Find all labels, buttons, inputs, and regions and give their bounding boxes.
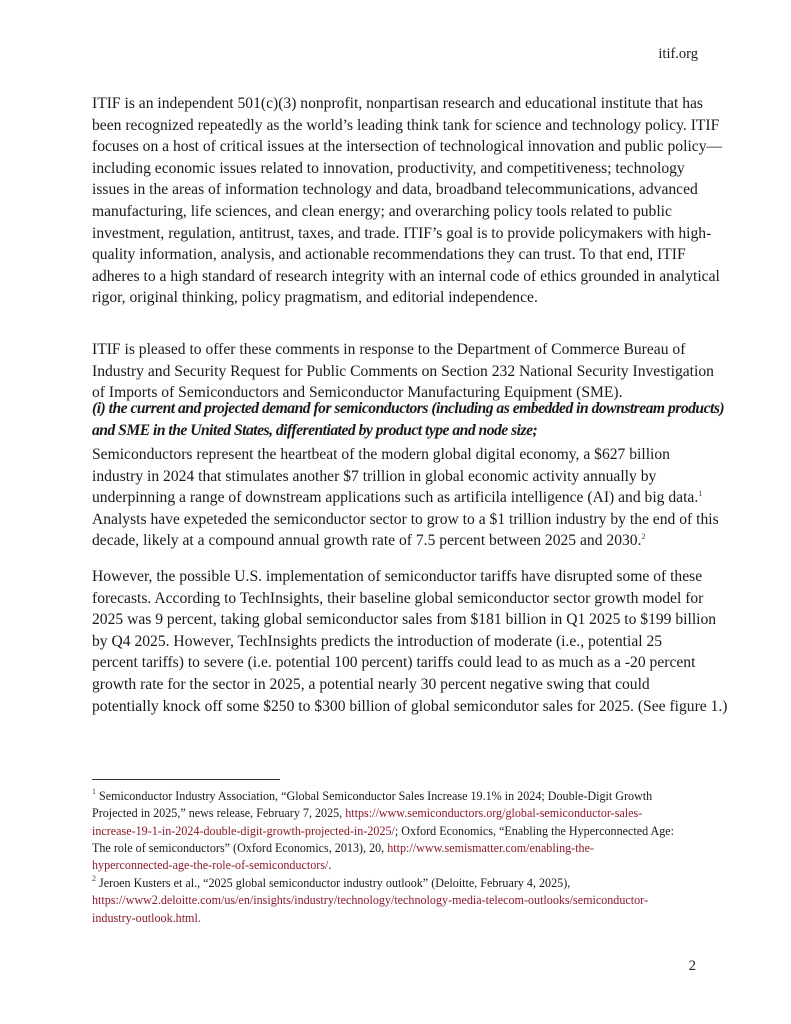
- footnote-reference[interactable]: 1: [698, 489, 703, 499]
- footnote-link[interactable]: increase-19-1-in-2024-double-digit-growth-projected-in-2025/: [92, 823, 395, 838]
- footnote-text: Semiconductor Industry Association, “Global Semiconductor Sales Increase 19.1% in 2024; Double-Digit Growth: [99, 789, 653, 803]
- text-line: [92, 136, 723, 158]
- line-text: industry in 2024 that stimulates another $7 trillion in global economic activity annually by: [92, 467, 657, 485]
- line-text: percent tariffs) to severe (i.e. potential 100 percent) tariffs could lead to as much as a -20 percent: [92, 654, 696, 672]
- text-line: [92, 509, 719, 531]
- footnote-divider: [92, 779, 280, 780]
- line-text: potentially knock off some $250 to $300 billion of global semicondutor sales for 2025. (See figure 1.): [92, 697, 728, 715]
- line-text: ITIF is an independent 501(c)(3) nonprofit, nonpartisan research and educational institute that has: [92, 95, 703, 112]
- text-line: [92, 674, 702, 696]
- text-line: [92, 93, 702, 115]
- text-line: [92, 566, 702, 588]
- footnote-line: [92, 840, 702, 857]
- footnote-link[interactable]: https://www.semiconductors.org/global-semiconductor-sales-: [345, 806, 643, 821]
- footnote-number: 1: [92, 787, 96, 796]
- line-text: However, the possible U.S. implementation of semiconductor tariffs have disrupted some of these: [92, 568, 703, 585]
- line-text: been recognized repeatedly as the world’s leading think tank for science and technology policy. ITIF: [92, 116, 720, 134]
- line-text: rigor, original thinking, policy pragmatism, and editorial independence.: [92, 289, 538, 307]
- footnote-number: 2: [92, 874, 96, 883]
- footnote-line: [92, 857, 702, 874]
- line-text: Semiconductors represent the heartbeat of the modern global digital economy, a $627 billion: [92, 446, 670, 463]
- demand-paragraph: [92, 444, 719, 552]
- footnote-text: Jeroen Kusters et al., “2025 global semiconductor industry outlook” (Deloitte, February 4, 2025),: [99, 876, 571, 890]
- text-line: [92, 466, 702, 488]
- text-line: [92, 609, 717, 631]
- line-text: issues in the areas of information technology and data, broadband telecommunications, advanced: [92, 181, 698, 199]
- purpose-paragraph: [92, 339, 714, 404]
- text-line: [92, 631, 702, 653]
- footnote-line: [92, 875, 702, 892]
- text-line: [92, 266, 720, 288]
- line-text: investment, regulation, antitrust, taxes, and trade. ITIF’s goal is to provide policymakers with high-: [92, 224, 712, 242]
- line-text: quality information, analysis, and actionable recommendations they can trust. To that end, ITIF: [92, 246, 686, 264]
- line-text: Analysts have expeteded the semiconductor sector to grow to a $1 trillion industry by the end of this: [92, 510, 719, 528]
- line-text: forecasts. According to TechInsights, their baseline global semiconductor sector growth model for: [92, 589, 704, 607]
- footnote-line: [92, 788, 702, 805]
- intro-paragraph: [92, 93, 723, 309]
- text-line: [92, 201, 702, 223]
- text-line: [92, 158, 702, 180]
- line-text: growth rate for the sector in 2025, a potential nearly 30 percent negative swing that could: [92, 675, 650, 693]
- line-text: ITIF is pleased to offer these comments in response to the Department of Commerce Bureau of: [92, 341, 686, 358]
- footnote-text: .: [328, 858, 332, 873]
- section-heading: [92, 398, 725, 441]
- text-line: [92, 223, 712, 245]
- line-text: focuses on a host of critical issues at the intersection of technological innovation and public policy—: [92, 138, 723, 156]
- footnote-reference[interactable]: 2: [641, 532, 646, 542]
- page-number: 2: [688, 958, 696, 974]
- text-line: [92, 398, 725, 420]
- text-line: [92, 444, 702, 466]
- footnote-link[interactable]: https://www2.deloitte.com/us/en/insights/industry/technology/technology-media-telecom-outlooks/semiconductor-: [92, 893, 648, 908]
- text-line: [92, 588, 702, 610]
- footnote-2: [92, 875, 702, 927]
- line-text: including economic issues related to innovation, productivity, and competitiveness; technology: [92, 159, 685, 177]
- footnote-line: [92, 805, 702, 822]
- text-line: [92, 179, 702, 201]
- line-text: of Imports of Semiconductors and Semiconductor Manufacturing Equipment (SME).: [92, 384, 623, 402]
- text-line: [92, 696, 728, 718]
- footnote-link[interactable]: industry-outlook.html.: [92, 910, 201, 925]
- line-text: (i) the current and projected demand for semiconductors (including as embedded in downstream products): [92, 400, 725, 417]
- line-text: decade, likely at a compound annual growth rate of 7.5 percent between 2025 and 2030.: [92, 532, 642, 550]
- footnote-1: [92, 788, 702, 874]
- header-site: itif.org: [658, 46, 698, 62]
- text-line: [92, 244, 702, 266]
- footnote-line: [92, 910, 702, 927]
- line-text: adheres to a high standard of research integrity with an internal code of ethics grounded in analytical: [92, 267, 720, 285]
- text-line: [92, 339, 702, 361]
- line-text: by Q4 2025. However, TechInsights predicts the introduction of moderate (i.e., potential 25: [92, 632, 663, 650]
- footnote-text: Projected in 2025,” news release, February 7, 2025,: [92, 806, 346, 821]
- tariff-paragraph: [92, 566, 728, 717]
- footnote-line: [92, 892, 702, 909]
- footnote-text: The role of semiconductors” (Oxford Economics, 2013), 20,: [92, 840, 388, 855]
- text-line: [92, 287, 702, 309]
- text-line: [92, 652, 702, 674]
- footnote-text: ; Oxford Economics, “Enabling the Hyperconnected Age:: [394, 823, 674, 838]
- line-text: 2025 was 9 percent, taking global semiconductor sales from $181 billion in Q1 2025 to $199 billion: [92, 611, 717, 629]
- footnote-link[interactable]: http://www.semismatter.com/enabling-the-: [387, 840, 594, 855]
- line-text: and SME in the United States, differentiated by product type and node size;: [92, 421, 538, 439]
- footnote-link[interactable]: hyperconnected-age-the-role-of-semiconductors/: [92, 858, 329, 873]
- text-line: [92, 487, 702, 509]
- line-text: Industry and Security Request for Public Comments on Section 232 National Security Investigation: [92, 362, 714, 380]
- line-text: underpinning a range of downstream applications such as artificila intelligence (AI) and big data.: [92, 489, 699, 507]
- line-text: manufacturing, life sciences, and clean energy; and overarching policy tools related to public: [92, 202, 672, 220]
- footnote-line: [92, 823, 702, 840]
- text-line: [92, 361, 714, 383]
- text-line: [92, 420, 702, 442]
- text-line: [92, 115, 720, 137]
- text-line: [92, 530, 702, 552]
